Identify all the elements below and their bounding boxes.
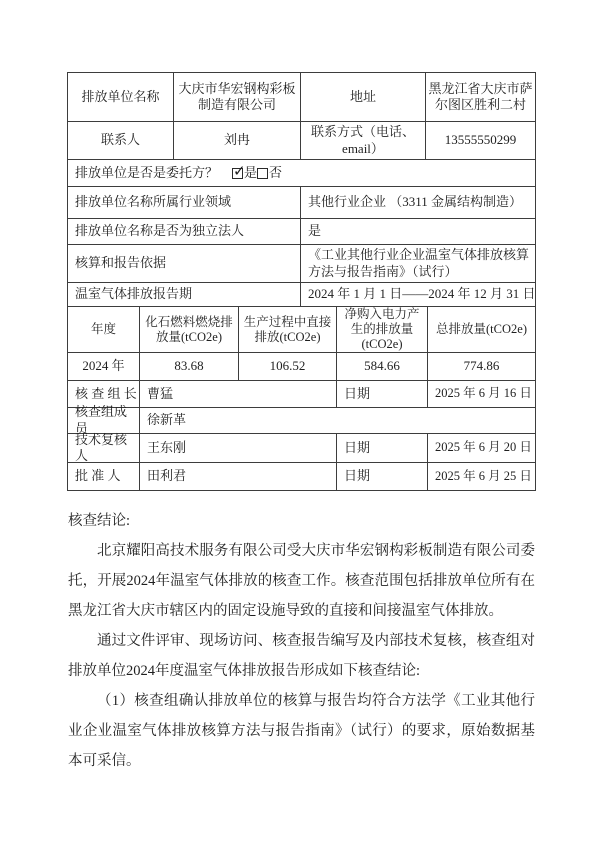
conclusion-paragraph-2: 通过文件评审、现场访问、核查报告编写及内部技术复核，核查组对排放单位2024年度温室气体排放报告形成如下核查结论: — [68, 633, 535, 679]
row-technical-reviewer — [68, 431, 536, 463]
contact-method-value: 13555550299 — [426, 122, 536, 160]
row-basis — [68, 245, 536, 283]
row-team-member — [68, 404, 536, 436]
approver-date: 2025 年 6 月 25 日 — [428, 463, 536, 491]
emissions-col-fossil: 化石燃料燃烧排放量(tCO2e) — [140, 307, 239, 353]
contact-method-label: 联系方式（电话、email） — [301, 122, 426, 160]
row-is-client — [68, 160, 536, 187]
conclusion-paragraph-3: （1）核查组确认排放单位的核算与报告均符合方法学《工业其他行业企业温室气体排放核算方法与报告指南》（试行）的要求，原始数据基本可采信。 — [68, 693, 535, 769]
verification-conclusion — [68, 506, 535, 776]
unit-name-label: 排放单位名称 — [68, 73, 174, 122]
row-legal-entity — [68, 219, 536, 245]
emissions-process-value: 106.52 — [239, 353, 337, 381]
row-period — [68, 283, 536, 307]
emissions-header-row — [68, 307, 536, 353]
is-client-cell — [68, 160, 536, 187]
row-unit-name — [68, 73, 536, 122]
legal-entity-label: 排放单位名称是否为独立法人 — [68, 219, 301, 245]
team-leader-name: 曹猛 — [140, 381, 337, 408]
row-contact — [68, 122, 536, 160]
team-member-name: 徐新革 — [140, 408, 536, 434]
basis-label: 核算和报告依据 — [68, 245, 301, 283]
emissions-col-electricity: 净购入电力产生的排放量(tCO2e) — [337, 307, 428, 353]
is-client-label: 排放单位是否是委托方？ — [75, 164, 219, 180]
emissions-year: 2024 年 — [68, 353, 140, 381]
address-value: 黑龙江省大庆市萨尔图区胜利二村 — [426, 73, 536, 122]
industry-value: 其他行业企业 （3311 金属结构制造） — [301, 187, 536, 219]
emissions-data-row — [68, 353, 536, 381]
emissions-col-year: 年度 — [68, 307, 140, 353]
contact-label: 联系人 — [68, 122, 174, 160]
checkbox-unchecked-icon — [257, 168, 268, 179]
contact-value: 刘冉 — [174, 122, 301, 160]
period-value: 2024 年 1 月 1 日——2024 年 12 月 31 日 — [301, 283, 536, 307]
checkbox-checked-icon — [232, 161, 246, 180]
conclusion-paragraph-1: 北京耀阳高技术服务有限公司受大庆市华宏钢构彩板制造有限公司委托，开展2024年温室气体排放的核查工作。核查范围包括排放单位所有在黑龙江省大庆市辖区内的固定设施导致的直接和间接温室气体排放。 — [68, 543, 535, 619]
basis-value: 《工业其他行业企业温室气体排放核算方法与报告指南》（试行） — [301, 245, 536, 283]
emissions-electricity-value: 584.66 — [337, 353, 428, 381]
technical-reviewer-date-label: 日期 — [337, 434, 428, 463]
industry-label: 排放单位名称所属行业领域 — [68, 187, 301, 219]
conclusion-title: 核查结论: — [68, 513, 131, 529]
team-leader-date: 2025 年 6 月 16 日 — [428, 381, 536, 408]
emissions-fossil-value: 83.68 — [140, 353, 239, 381]
unit-name-value: 大庆市华宏钢构彩板制造有限公司 — [174, 73, 301, 122]
emissions-total-value: 774.86 — [428, 353, 536, 381]
is-client-options — [232, 161, 283, 181]
checkmark-icon: ✓ — [233, 161, 246, 180]
row-approver — [68, 463, 536, 491]
team-member-label: 核查组成员 — [68, 408, 140, 434]
legal-entity-value: 是 — [301, 219, 536, 245]
emissions-col-total: 总排放量(tCO2e) — [428, 307, 536, 353]
row-industry — [68, 187, 536, 219]
technical-reviewer-name: 王东刚 — [140, 434, 337, 463]
technical-reviewer-date: 2025 年 6 月 20 日 — [428, 434, 536, 463]
technical-reviewer-label: 技术复核人 — [68, 434, 140, 463]
approver-date-label: 日期 — [337, 463, 428, 491]
row-team-leader — [68, 381, 536, 408]
team-leader-label: 核 查 组 长 — [68, 381, 140, 408]
is-client-no-label: 否 — [269, 164, 283, 180]
approver-name: 田利君 — [140, 463, 337, 491]
period-label: 温室气体排放报告期 — [68, 283, 301, 307]
info-table — [67, 72, 536, 491]
is-client-yes-label: 是 — [244, 164, 258, 180]
approver-label: 批 准 人 — [68, 463, 140, 491]
team-leader-date-label: 日期 — [337, 381, 428, 408]
emissions-col-process: 生产过程中直接排放(tCO2e) — [239, 307, 337, 353]
address-label: 地址 — [301, 73, 426, 122]
